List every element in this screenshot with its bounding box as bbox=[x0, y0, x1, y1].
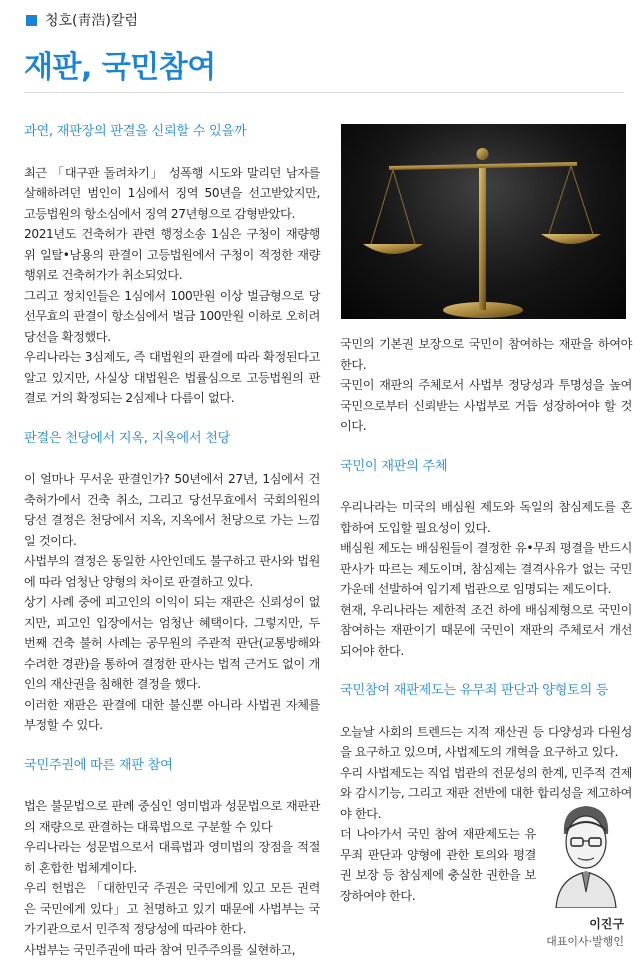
author-sketch-icon bbox=[548, 800, 624, 908]
paragraph: 이러한 재판은 판결에 대한 불신뿐 아니라 사법권 자체를 부정할 수 있다. bbox=[24, 697, 320, 732]
paragraph: 더 나아가서 국민 참여 재판제도는 유무죄 판단과 양형에 관한 토의와 평결권 보장 등 참심제에 충실한 권한을 보장하여야 한다. bbox=[340, 827, 536, 903]
title-divider bbox=[24, 92, 624, 93]
scales-of-justice-photo bbox=[341, 124, 626, 319]
scales-icon bbox=[341, 124, 626, 319]
author-name: 이진구 bbox=[589, 917, 624, 931]
column-header bbox=[26, 10, 138, 30]
paragraph: 국민의 기본권 보장으로 국민이 참여하는 재판을 하여야 한다. bbox=[340, 337, 632, 372]
paragraph: 오늘날 사회의 트렌드는 지적 재산권 등 다양성과 다원성을 요구하고 있으며, 사법제도의 개혁을 요구하고 있다. bbox=[340, 724, 632, 759]
section-heading: 과연, 재판장의 판결을 신뢰할 수 있을까 bbox=[24, 124, 247, 139]
paragraph: 배심원 제도는 배심원들이 결정한 유•무죄 평결을 반드시 판사가 따르는 제도이며, 참심제는 결격사유가 없는 국민 가운데 선발하여 임기제 법관으로 임명되는 제도이다. bbox=[340, 541, 632, 596]
paragraph: 우리나라는 3심제도, 즉 대법원의 판결에 따라 확정된다고 알고 있지만, 사실상 대법원은 법률심으로 고등법원의 판결로 거의 확정되는 2심제나 다름이 없다. bbox=[24, 350, 320, 405]
article-title: 재판, 국민참여 bbox=[24, 50, 216, 85]
paragraph: 법은 불문법으로 판례 중심인 영미법과 성문법으로 재판관의 재량으로 판결하는 대륙법으로 구분할 수 있다 bbox=[24, 799, 320, 834]
left-column bbox=[24, 122, 320, 960]
author-portrait bbox=[548, 800, 624, 908]
paragraph: 현재, 우리나라는 제한적 조건 하에 배심제형으로 국민이 참여하는 재판이기 때문에 국민이 재판의 주체로서 개선되어야 한다. bbox=[340, 602, 632, 658]
paragraph: 사법부의 결정은 동일한 사안인데도 불구하고 판사와 법원에 따라 엄청난 양형의 차이로 판결하고 있다. bbox=[24, 554, 320, 589]
paragraph: 국민이 재판의 주체로서 사법부 정당성과 투명성을 높여 국민으로부터 신뢰받는 사법부로 거듭 성장하여야 할 것이다. bbox=[340, 378, 632, 433]
section-heading: 판결은 천당에서 지옥, 지옥에서 천당 bbox=[24, 430, 231, 446]
column-label: 청호(靑浩)칼럼 bbox=[45, 13, 139, 29]
author-title: 대표이사·발행인 bbox=[546, 935, 624, 948]
paragraph: 사법부는 국민주권에 따라 참여 민주주의를 실현하고, bbox=[24, 942, 296, 957]
paragraph: 최근 「대구판 돌려차기」 성폭행 시도와 말리던 남자를 살해하려던 범인이 1심에서 징역 50년을 선고받았지만, 고등법원의 항소심에서 징역 27년형으로 감형받았다. bbox=[24, 165, 320, 221]
section-heading: 국민이 재판의 주체 bbox=[340, 458, 448, 474]
header-square-icon bbox=[26, 15, 37, 26]
paragraph: 그리고 정치인들은 1심에서 100만원 이상 벌금형으로 당선무효의 판결이 항소심에서 벌금 100만원 이하로 오히려 당선을 확정했다. bbox=[24, 288, 320, 344]
section-heading: 국민주권에 따른 재판 참여 bbox=[24, 757, 173, 773]
paragraph: 이 얼마나 무서운 판결인가? 50년에서 27년, 1심에서 건축허가에서 건축 취소, 그리고 당선무효에서 국회의원의 당선 결정은 천당에서 지옥, 지옥에서 천당으로 가는 느낌일 것이다. bbox=[24, 472, 320, 548]
paragraph: 2021년도 건축허가 관련 행정소송 1심은 구청이 재량행위 일탈•남용의 판결이 고등법원에서 구청이 적정한 재량행위로 건축허가가 취소되었다. bbox=[24, 227, 320, 282]
paragraph: 우리나라는 성문법으로서 대륙법과 영미법의 장점을 적절히 혼합한 법체계이다. bbox=[24, 840, 320, 875]
paragraph: 우리 헌법은 「대한민국 주권은 국민에게 있고 모든 권력은 국민에게 있다」고 천명하고 있기 때문에 사법부는 국가기관으로서 민주적 정당성에 따라야 한다. bbox=[24, 881, 320, 936]
paragraph: 우리 사법제도는 직업 법관의 전문성의 한계, 민주적 견제와 감시기능, 그리고 재판 전반에 대한 합리성을 제고하여야 한다. bbox=[340, 765, 632, 821]
section-heading: 국민참여 재판제도는 유무죄 판단과 양형토의 등 bbox=[340, 683, 609, 698]
paragraph: 상기 사례 중에 피고인의 이익이 되는 재판은 신뢰성이 없지만, 피고인 입장에서는 엄청난 혜택이다. 그렇지만, 두 번째 건축 불허 사례는 공무원의 주관적 판단(교통방해와 수려한 경관)을 통하여 결정한 판사는 법적 근거도 없이 개인의 재산권을 침해한 결정을 했다. bbox=[24, 595, 320, 691]
paragraph: 우리나라는 미국의 배심원 제도와 독일의 참심제도를 혼합하여 도입할 필요성이 있다. bbox=[340, 500, 632, 535]
